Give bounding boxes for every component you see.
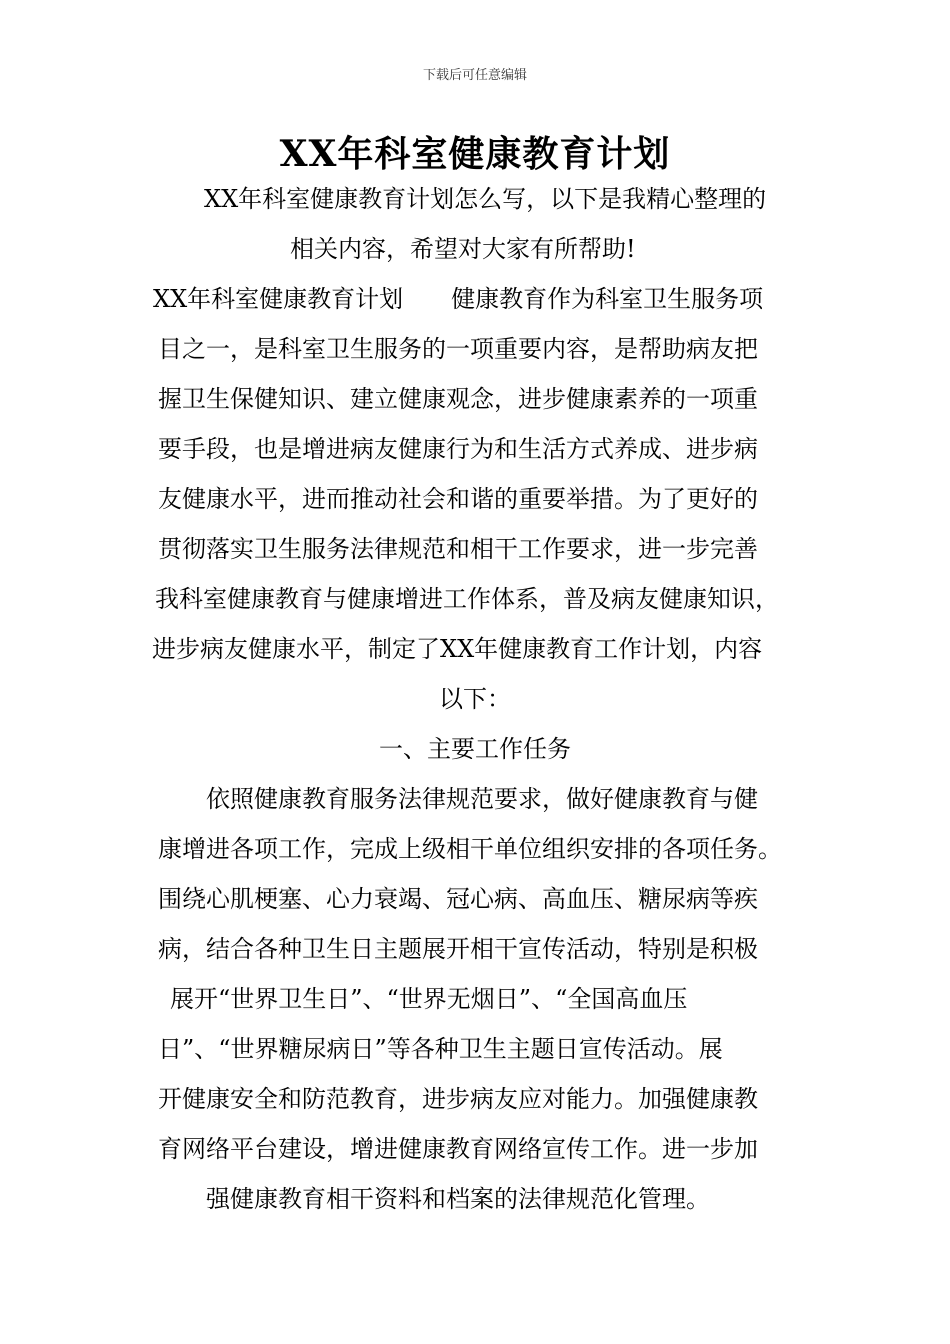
paragraph-line: 要手段，也是增进病友健康行为和生活方式养成、进步病 [158,435,758,463]
paragraph-line: 贯彻落实卫生服务法律规范和相干工作要求，进一步完善 [158,535,758,563]
paragraph-line: 日”、“世界糖尿病日”等各种卫生主题日宣传活动。展 [158,1035,723,1063]
paragraph-line: 握卫生保健知识、建立健康观念，进步健康素养的一项重 [158,385,758,413]
paragraph-line: 依照健康教育服务法律规范要求，做好健康教育与健 [206,785,758,813]
page-title: XX年科室健康教育计划 [279,133,671,175]
paragraph-line: 康增进各项工作，完成上级相干单位组织安排的各项任务。 [158,835,782,863]
paragraph-line: 以下： [439,685,511,713]
paragraph-line: 强健康教育相干资料和档案的法律规范化管理。 [206,1185,710,1213]
download-note: 下载后可任意编辑 [422,68,527,83]
paragraph-line: 我科室健康教育与健康增进工作体系，普及病友健康知识， [155,585,779,613]
paragraph-line: 目之一，是科室卫生服务的一项重要内容，是帮助病友把 [158,335,758,363]
paragraph-line: 相关内容，希望对大家有所帮助! [290,235,636,263]
section-heading: 一、主要工作任务 [379,735,571,763]
paragraph-line: 病，结合各种卫生日主题展开相干宣传活动，特别是积极 [158,935,758,963]
paragraph-line: XX年科室健康教育计划怎么写，以下是我精心整理的 [204,185,767,213]
paragraph-line: 进步病友健康水平，制定了XX年健康教育工作计划，内容 [152,635,763,663]
paragraph-line: 展开“世界卫生日”、“世界无烟日”、“全国高血压 [170,985,688,1013]
paragraph-line: 围绕心肌梗塞、心力衰竭、冠心病、高血压、糖尿病等疾 [158,885,758,913]
paragraph-line: 育网络平台建设，增进健康教育网络宣传工作。进一步加 [158,1135,758,1163]
paragraph-line: 友健康水平，进而推动社会和谐的重要举措。为了更好的 [158,485,758,513]
paragraph-line: 开健康安全和防范教育，进步病友应对能力。加强健康教 [158,1085,758,1113]
paragraph-line: XX年科室健康教育计划 健康教育作为科室卫生服务项 [153,285,764,313]
